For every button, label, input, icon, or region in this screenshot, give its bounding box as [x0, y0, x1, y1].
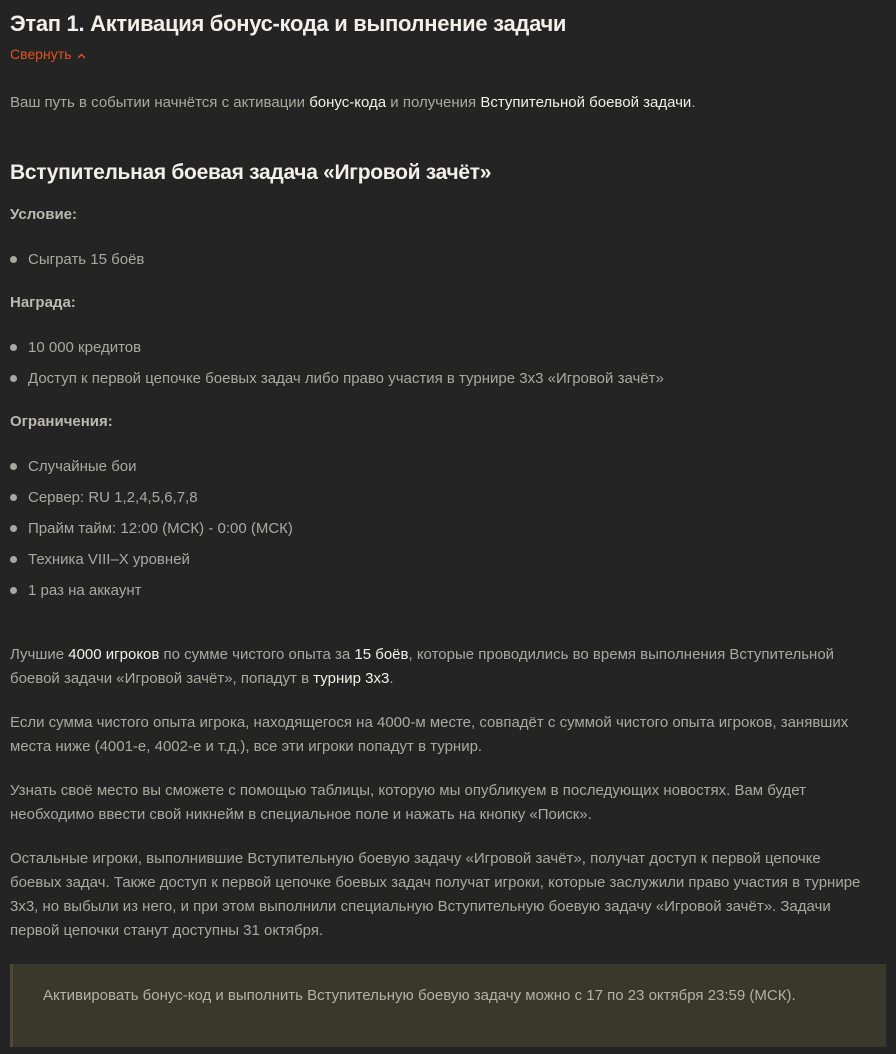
collapse-button[interactable] [10, 46, 86, 62]
intro-text: Ваш путь в событии начнётся с активации бонус-кода и получения Вступительной боевой задачи. [10, 94, 696, 111]
bullet-icon [10, 463, 17, 470]
reward-label: Награда: [10, 294, 76, 311]
list-item: 1 раз на аккаунт [10, 575, 293, 606]
bullet-icon [10, 556, 17, 563]
paragraph-lookup: Узнать своё место вы сможете с помощью таблицы, которую мы опубликуем в последующих новостях. Вам будет необходимо ввести свой никнейм в специальное поле и нажать на кнопку «Поиск». [10, 782, 807, 823]
chevron-up-icon [77, 51, 86, 62]
list-item: Техника VIII–X уровней [10, 544, 293, 575]
bullet-icon [10, 587, 17, 594]
list-item: Прайм тайм: 12:00 (МСК) - 0:00 (МСК) [10, 513, 293, 544]
collapse-label: Свернуть [10, 46, 72, 62]
bullet-icon [10, 344, 17, 351]
list-item: Доступ к первой цепочке боевых задач либо право участия в турнире 3х3 «Игровой зачёт» [10, 363, 664, 394]
bullet-icon [10, 525, 17, 532]
reward-list [10, 332, 664, 394]
bullet-icon [10, 494, 17, 501]
paragraph-others: Остальные игроки, выполнившие Вступительную боевую задачу «Игровой зачёт», получат доступ к первой цепочке боевых задач. Также доступ к первой цепочке боевых задач получат игроки, которые заслужили право участия в турнире 3х3, но выбыли из него, и при этом выполнили специальную Вступительную боевую задачу «Игровой зачёт». Задачи первой цепочки станут доступны 31 октября. [10, 850, 861, 939]
info-note: Активировать бонус-код и выполнить Вступительную боевую задачу можно с 17 по 23 октября 23:59 (МСК). [10, 964, 886, 1047]
paragraph-top-players: Лучшие 4000 игроков по сумме чистого опыта за 15 боёв, которые проводились во время выполнения Вступительной боевой задачи «Игровой зачёт», попадут в турнир 3х3. [10, 646, 835, 687]
task-title: Вступительная боевая задача «Игровой зачёт» [10, 161, 492, 184]
limits-label: Ограничения: [10, 413, 113, 430]
condition-list [10, 244, 144, 275]
condition-label: Условие: [10, 206, 78, 223]
paragraph-tie-rule: Если сумма чистого опыта игрока, находящегося на 4000-м месте, совпадёт с суммой чистого опыта игроков, занявших места ниже (4001-е, 4002-е и т.д.), все эти игроки попадут в турнир. [10, 714, 849, 755]
list-item: 10 000 кредитов [10, 332, 664, 363]
limits-list [10, 451, 293, 606]
list-item: Сыграть 15 боёв [10, 244, 144, 275]
list-item: Случайные бои [10, 451, 293, 482]
list-item: Сервер: RU 1,2,4,5,6,7,8 [10, 482, 293, 513]
bullet-icon [10, 375, 17, 382]
stage-title: Этап 1. Активация бонус-кода и выполнение задачи [10, 11, 567, 36]
bullet-icon [10, 256, 17, 263]
